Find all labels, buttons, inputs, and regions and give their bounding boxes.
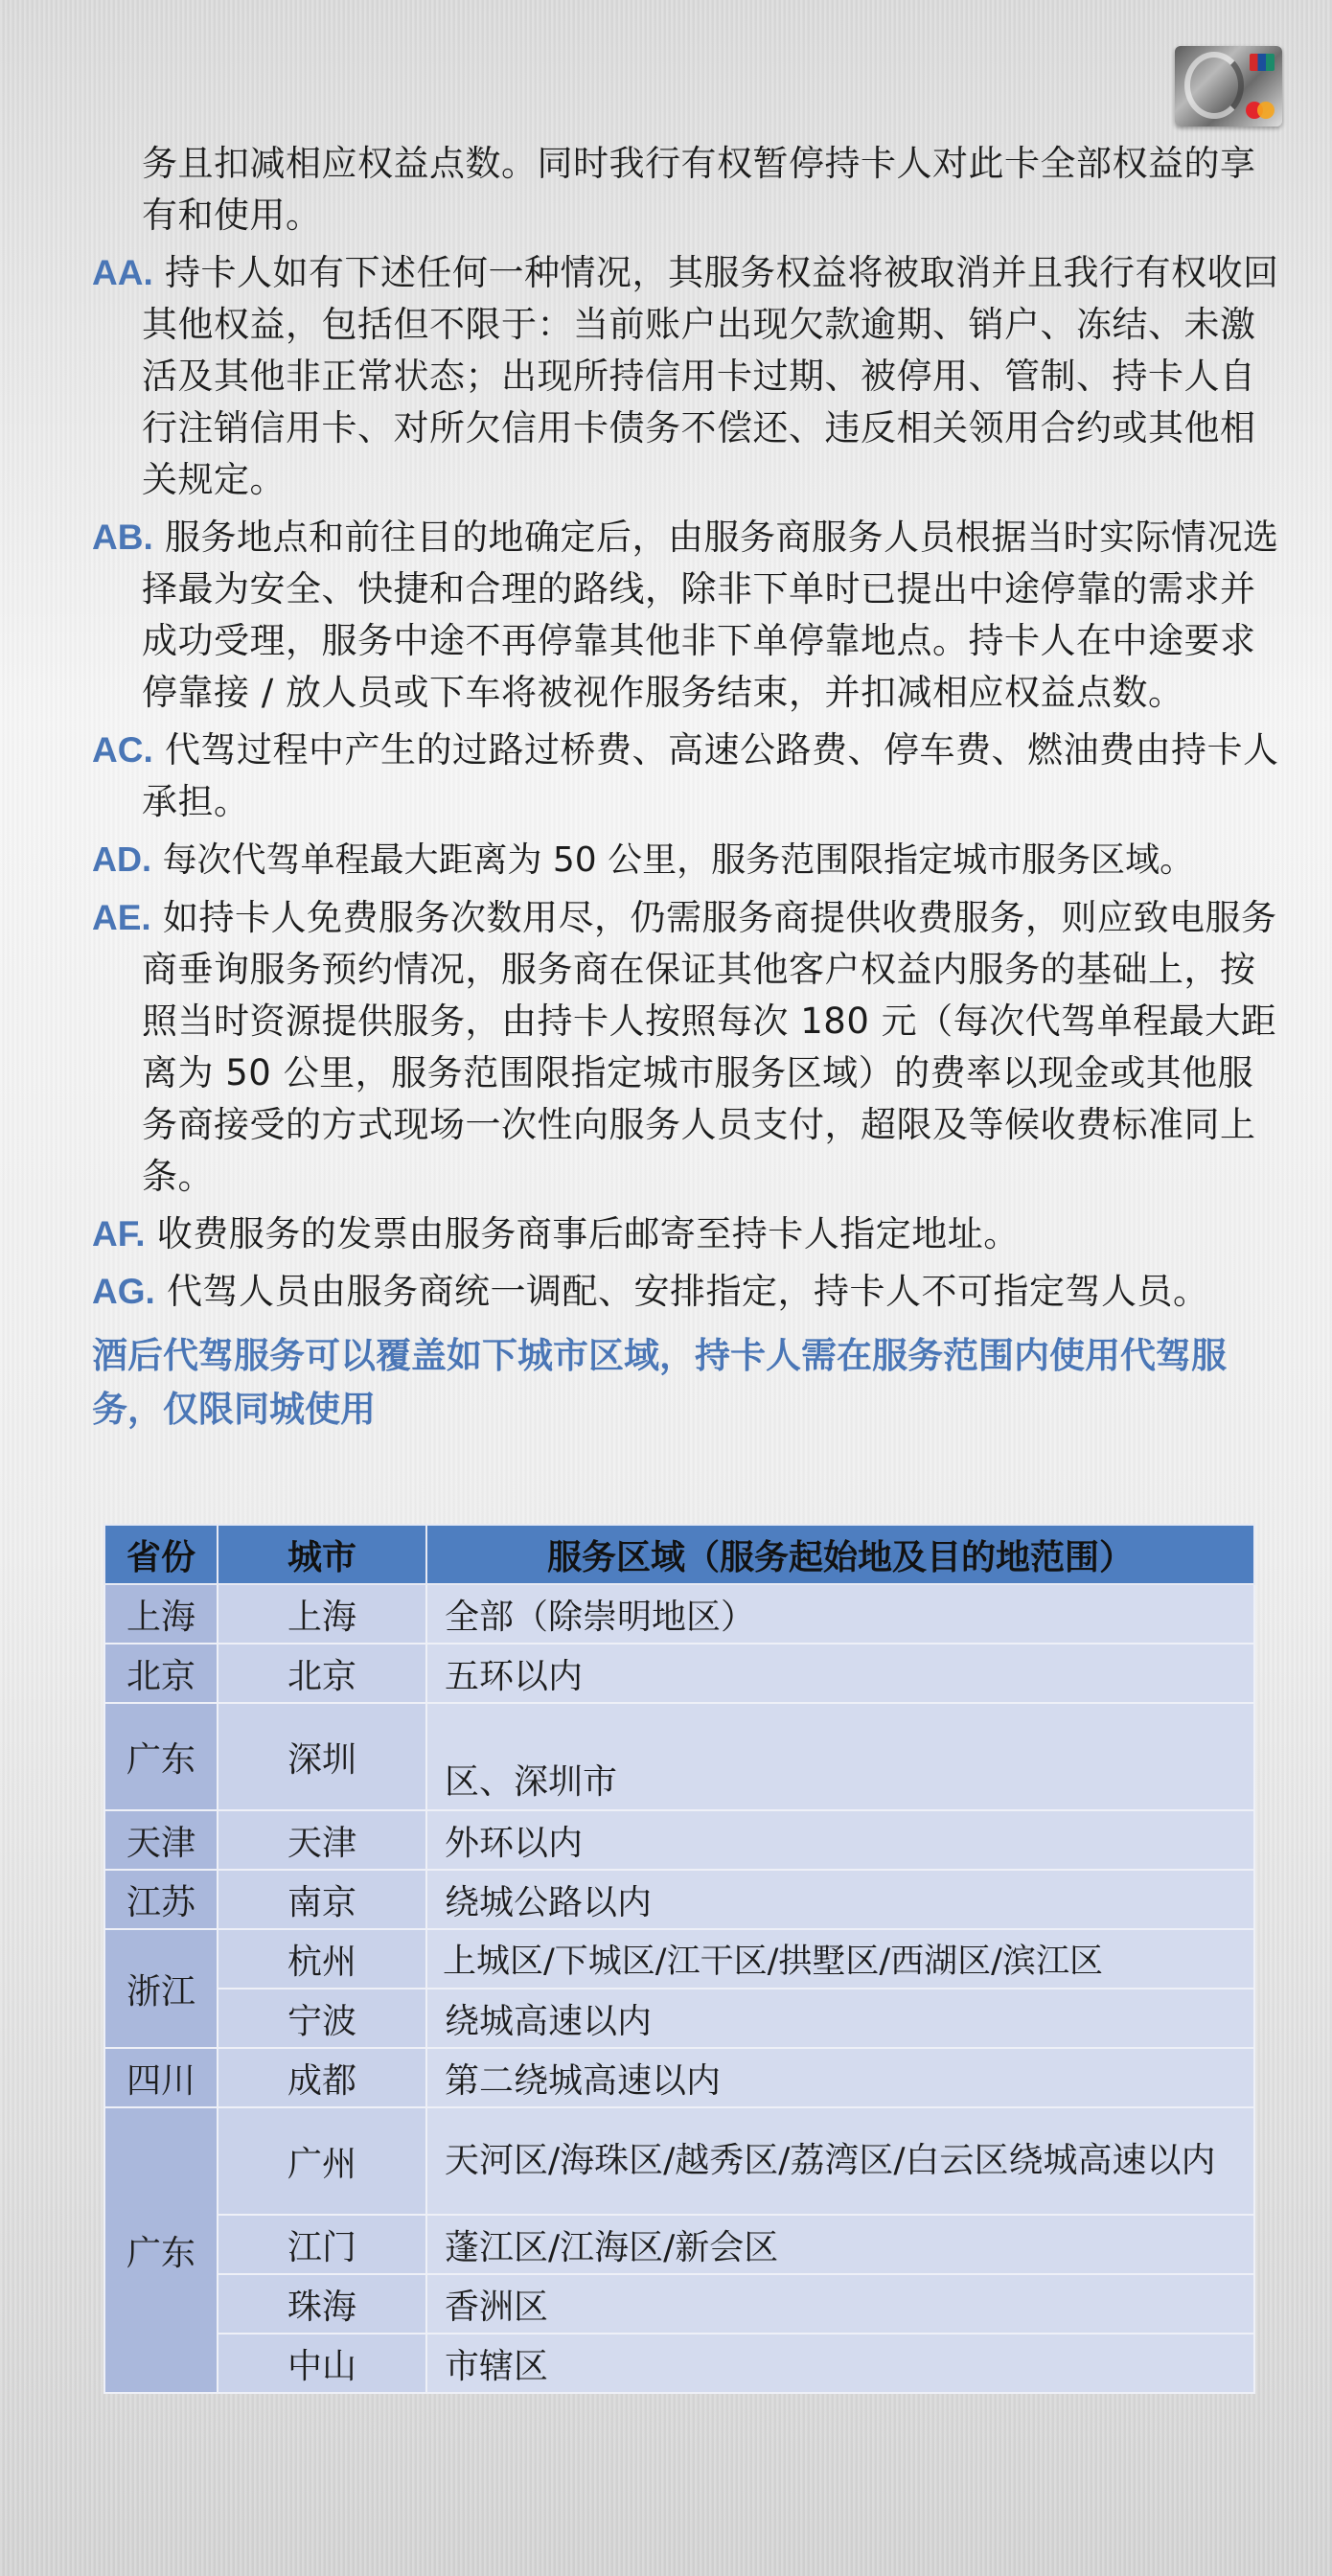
- city-cell: 深圳: [218, 1703, 426, 1810]
- service-area-table: [103, 1524, 1255, 2394]
- province-cell: 浙江: [104, 1929, 218, 2048]
- credit-card-icon: [1175, 46, 1282, 126]
- area-cell: 五环以内: [426, 1644, 1254, 1703]
- province-cell: 广东: [104, 2107, 218, 2393]
- province-cell: 北京: [104, 1644, 218, 1703]
- paragraph-text: 务且扣减相应权益点数。同时我行有权暂停持卡人对此卡全部权益的享有和使用。: [142, 143, 1256, 236]
- province-cell: 四川: [104, 2048, 218, 2107]
- item-tag: AF.: [92, 1214, 146, 1254]
- mastercard-logo-icon: [1246, 102, 1275, 119]
- area-cell: 上城区/下城区/江干区/拱墅区/西湖区/滨江区: [426, 1929, 1254, 1989]
- terms-item-ag: [92, 1266, 1280, 1318]
- terms-item-af: [92, 1208, 1280, 1260]
- table-row: [104, 2274, 1254, 2334]
- area-cell: 全部（除崇明地区）: [426, 1584, 1254, 1644]
- table-row: [104, 2215, 1254, 2274]
- city-cell: 杭州: [218, 1929, 426, 1989]
- city-cell: 天津: [218, 1810, 426, 1870]
- header-city: 城市: [218, 1525, 426, 1584]
- table-row: [104, 2048, 1254, 2107]
- city-cell: 广州: [218, 2107, 426, 2215]
- item-tag: AD.: [92, 840, 151, 879]
- area-cell: 绕城高速以内: [426, 1989, 1254, 2048]
- province-cell: 上海: [104, 1584, 218, 1644]
- table-row: [104, 2334, 1254, 2393]
- province-cell: 江苏: [104, 1870, 218, 1929]
- coverage-note: 酒后代驾服务可以覆盖如下城市区域，持卡人需在服务范围内使用代驾服务，仅限同城使用: [92, 1335, 1227, 1430]
- item-tag: AE.: [92, 898, 151, 937]
- city-cell: 北京: [218, 1644, 426, 1703]
- province-cell: 天津: [104, 1810, 218, 1870]
- city-cell: 宁波: [218, 1989, 426, 2048]
- area-cell: 蓬江区/江海区/新会区: [426, 2215, 1254, 2274]
- city-cell: 中山: [218, 2334, 426, 2393]
- table-row: [104, 2107, 1254, 2215]
- terms-text: [92, 138, 1280, 1437]
- area-cell: 市辖区: [426, 2334, 1254, 2393]
- terms-item-ab: [92, 512, 1280, 719]
- item-text: 如持卡人免费服务次数用尽，仍需服务商提供收费服务，则应致电服务商垂询服务预约情况，服务商在保证其他客户权益内服务的基础上，按照当时资源提供服务，由持卡人按照每次 180 元（每次代驾单程最大距离为 50 公里，服务范围限指定城市服务区域）的费率以现金或其他服务商接受的方式现场一次性向服务人员支付，超限及等候收费标准同上条。: [142, 897, 1277, 1197]
- table-header-row: [104, 1525, 1254, 1584]
- table-row: [104, 1703, 1254, 1810]
- item-text: 代驾人员由服务商统一调配、安排指定，持卡人不可指定驾人员。: [154, 1271, 1209, 1312]
- terms-item-ac: [92, 724, 1280, 828]
- city-cell: 上海: [218, 1584, 426, 1644]
- area-cell: 香洲区: [426, 2274, 1254, 2334]
- header-province: 省份: [104, 1525, 218, 1584]
- terms-item-aa: [92, 247, 1280, 506]
- item-tag: AG.: [92, 1272, 155, 1311]
- unionpay-logo-icon: [1250, 54, 1275, 71]
- item-tag: AA.: [92, 253, 153, 292]
- table-row: [104, 1810, 1254, 1870]
- table-row: [104, 1929, 1254, 1989]
- province-cell: 广东: [104, 1703, 218, 1810]
- city-cell: 珠海: [218, 2274, 426, 2334]
- city-cell: 南京: [218, 1870, 426, 1929]
- table-row: [104, 1870, 1254, 1929]
- city-cell: 江门: [218, 2215, 426, 2274]
- area-cell: 绕城公路以内: [426, 1870, 1254, 1929]
- city-cell: 成都: [218, 2048, 426, 2107]
- item-text: 每次代驾单程最大距离为 50 公里，服务范围限指定城市服务区域。: [151, 840, 1195, 880]
- area-cell: 天河区/海珠区/越秀区/荔湾区/白云区绕城高速以内: [426, 2107, 1254, 2215]
- terms-item-ad: [92, 834, 1280, 886]
- item-tag: AC.: [92, 730, 153, 770]
- table-row: [104, 1989, 1254, 2048]
- item-text: 服务地点和前往目的地确定后，由服务商服务人员根据当时实际情况选择最为安全、快捷和合理的路线，除非下单时已提出中途停靠的需求并成功受理，服务中途不再停靠其他非下单停靠地点。持卡人在中途要求停靠接 / 放人员或下车将被视作服务结束，并扣减相应权益点数。: [142, 517, 1279, 713]
- item-tag: AB.: [92, 518, 153, 557]
- area-cell: 外环以内: [426, 1810, 1254, 1870]
- header-area: 服务区域（服务起始地及目的地范围）: [426, 1525, 1254, 1584]
- item-text: 收费服务的发票由服务商事后邮寄至持卡人指定地址。: [145, 1213, 1020, 1254]
- card-swirl-graphic: [1184, 52, 1244, 119]
- table-row: [104, 1644, 1254, 1703]
- area-cell: 区、深圳市: [426, 1703, 1254, 1810]
- terms-paragraph-continued: [92, 138, 1280, 242]
- area-cell: 第二绕城高速以内: [426, 2048, 1254, 2107]
- item-text: 持卡人如有下述任何一种情况，其服务权益将被取消并且我行有权收回其他权益，包括但不限于：当前账户出现欠款逾期、销户、冻结、未激活及其他非正常状态；出现所持信用卡过期、被停用、管制、持卡人自行注销信用卡、对所欠信用卡债务不偿还、违反相关领用合约或其他相关规定。: [142, 252, 1279, 500]
- table-row: [104, 1584, 1254, 1644]
- item-text: 代驾过程中产生的过路过桥费、高速公路费、停车费、燃油费由持卡人承担。: [142, 729, 1279, 822]
- terms-item-ae: [92, 892, 1280, 1203]
